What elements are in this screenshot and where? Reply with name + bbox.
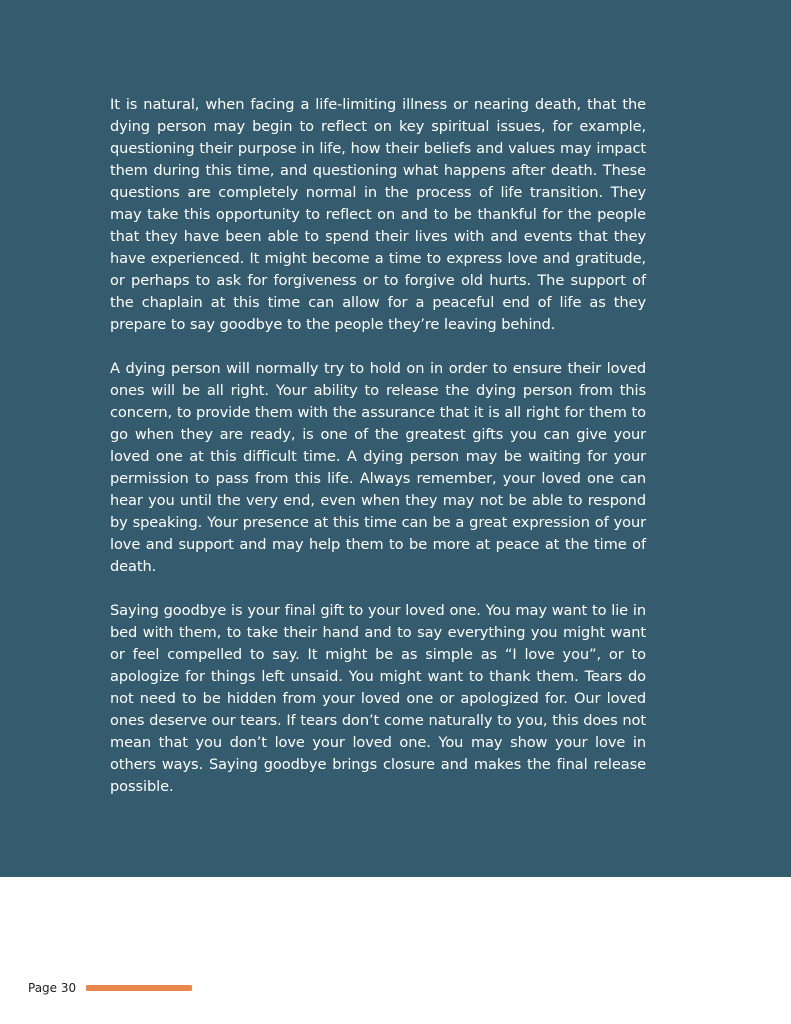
accent-bar bbox=[86, 985, 192, 991]
body-text bbox=[110, 94, 646, 820]
paragraph-2: A dying person will normally try to hold on in order to ensure their loved ones will be all right. Your ability to release the dying person from this concern, to provide them with the assurance that it is all right for them to go when they are ready, is one of the greatest gifts you can give your loved one at this difficult time. A dying person may be waiting for your permission to pass from this life. Always remember, your loved one can hear you until the very end, even when they may not be able to respond by speaking. Your presence at this time can be a great expression of your love and support and may help them to be more at peace at the time of death. bbox=[110, 360, 646, 575]
paragraph-3: Saying goodbye is your final gift to your loved one. You may want to lie in bed with them, to take their hand and to say everything you might want or feel compelled to say. It might be as simple as “I love you”, or to apologize for things left unsaid. You might want to thank them. Tears do not need to be hidden from your loved one or apologized for. Our loved ones deserve our tears. If tears don’t come naturally to you, this does not mean that you don’t love your loved one. You may show your love in others ways. Saying goodbye brings closure and makes the final release possible. bbox=[110, 602, 646, 795]
paragraph-1: It is natural, when facing a life-limiting illness or nearing death, that the dying person may begin to reflect on key spiritual issues, for example, questioning their purpose in life, how their beliefs and values may impact them during this time, and questioning what happens after death. These questions are completely normal in the process of life transition. They may take this opportunity to reflect on and to be thankful for the people that they have been able to spend their lives with and events that they have experienced. It might become a time to express love and gratitude, or perhaps to ask for forgiveness or to forgive old hurts. The support of the chaplain at this time can allow for a peaceful end of life as they prepare to say goodbye to the people they’re leaving behind. bbox=[110, 96, 646, 333]
page-footer bbox=[28, 978, 192, 998]
page-number: Page 30 bbox=[28, 981, 77, 995]
